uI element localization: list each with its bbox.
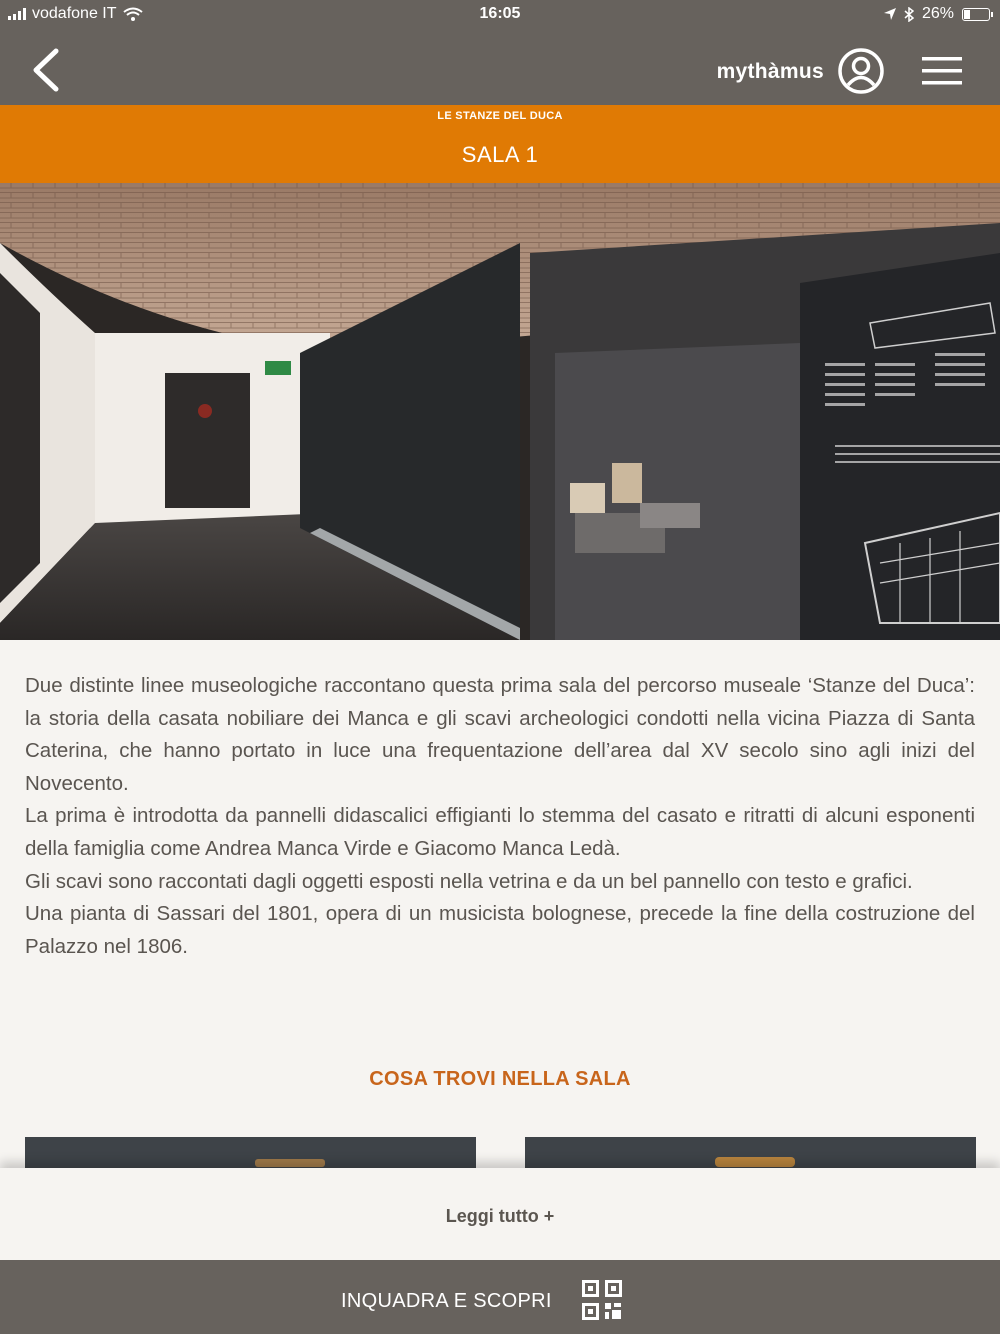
brand-logo-text: mythàmus: [716, 60, 824, 83]
status-bar: [0, 0, 1000, 30]
menu-icon[interactable]: [922, 56, 962, 86]
battery-percent: 26%: [921, 5, 954, 22]
room-header: [0, 105, 1000, 183]
page-title: SALA 1: [461, 142, 539, 167]
scan-label: INQUADRA E SCOPRI: [341, 1290, 552, 1312]
section-title: COSA TROVI NELLA SALA: [369, 1068, 631, 1090]
location-arrow-icon: [884, 8, 896, 20]
clock: 16:05: [479, 5, 521, 22]
top-bar: [0, 0, 1000, 105]
nav-bar: [0, 30, 1000, 105]
bluetooth-icon: [904, 7, 914, 22]
battery-icon: [962, 8, 990, 21]
section-kicker: LE STANZE DEL DUCA: [437, 110, 563, 122]
read-more-panel: [0, 1168, 1000, 1260]
description-paragraph: La prima è introdotta da pannelli didascalici effigianti lo stemma del casato e ritratti di alcuni esponenti della famiglia come Andrea Manca Virde e Giacomo Manca Ledà.: [25, 804, 975, 860]
user-icon[interactable]: [838, 48, 884, 94]
scan-bar[interactable]: [0, 1260, 1000, 1334]
qr-code-icon: [582, 1280, 622, 1320]
description-paragraph: Due distinte linee museologiche raccontano questa prima sala del percorso museale ‘Stanze del Duca’: la storia della casata nobiliare dei Manca e gli scavi archeologici condotti nella vicina Piazza di Santa Caterina, che hanno portato in luce una frequentazione dell’area dal XV secolo sino agli inizi del Novecento.: [25, 674, 975, 795]
back-icon[interactable]: [28, 48, 68, 92]
hero-image: [0, 183, 1000, 640]
description-paragraph: Gli scavi sono raccontati dagli oggetti esposti nella vetrina e da un bel pannello con testo e grafici.: [25, 869, 913, 893]
carrier-label: vodafone IT: [32, 5, 117, 22]
room-description: [25, 670, 975, 963]
read-more-button[interactable]: Leggi tutto +: [445, 1206, 555, 1226]
description-paragraph: Una pianta di Sassari del 1801, opera di un musicista bolognese, precede la fine della costruzione del Palazzo nel 1806.: [25, 902, 975, 958]
